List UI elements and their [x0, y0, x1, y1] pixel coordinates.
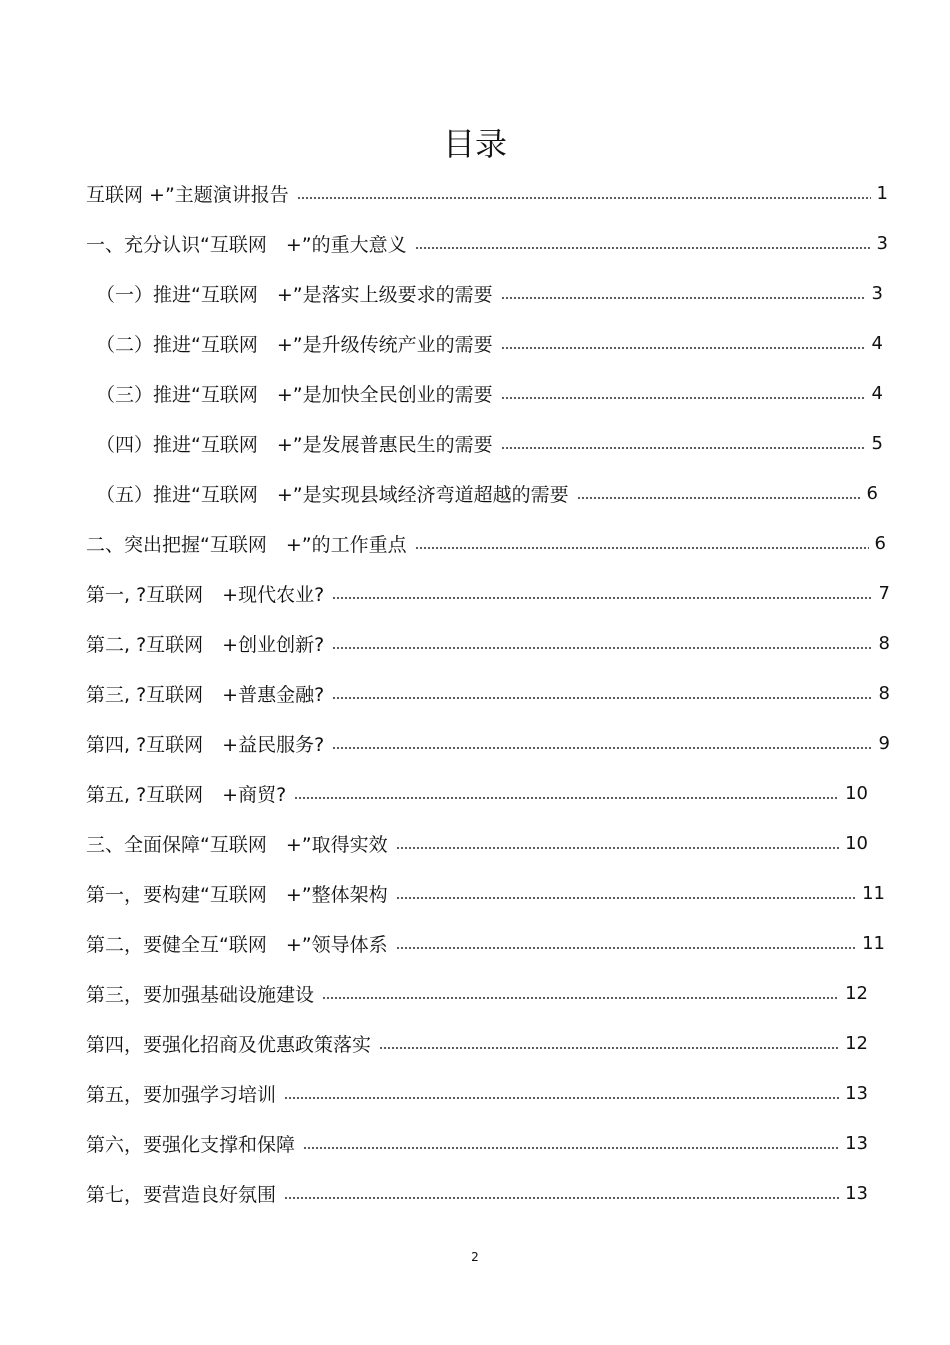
toc-entry[interactable] — [96, 268, 883, 318]
toc-entry[interactable] — [86, 618, 890, 668]
toc-dot-leader — [284, 1197, 839, 1199]
toc-dot-leader — [332, 647, 872, 649]
toc-entry-label: 第七，要营造良好氛围 — [86, 1183, 277, 1206]
toc-dot-leader — [396, 847, 839, 849]
toc-dot-leader — [294, 797, 839, 799]
toc-entry-page: 11 — [862, 882, 885, 904]
toc-entry-page: 11 — [862, 932, 885, 954]
toc-entry-label: 第一，要构建“互联网 +”整体架构 — [86, 883, 388, 906]
toc-entry[interactable] — [96, 318, 883, 368]
toc-entry-label: 第三，要加强基础设施建设 — [86, 983, 315, 1006]
toc-entry-label: 互联网 +”主题演讲报告 — [86, 183, 289, 206]
toc-entry-page: 12 — [845, 982, 868, 1004]
page-title: 目录 — [442, 125, 507, 163]
toc-dot-leader — [332, 747, 872, 749]
toc-dot-leader — [501, 397, 866, 399]
toc-entry-page: 8 — [878, 632, 890, 654]
toc-entry-page: 8 — [878, 682, 890, 704]
toc-entry-page: 4 — [871, 332, 883, 354]
toc-entry[interactable] — [96, 418, 883, 468]
toc-entry-label: （五）推进“互联网 +”是实现县域经济弯道超越的需要 — [96, 483, 569, 506]
toc-dot-leader — [396, 947, 856, 949]
toc-entry-page: 3 — [871, 282, 883, 304]
toc-entry[interactable] — [86, 868, 885, 918]
toc-entry-page: 13 — [845, 1082, 868, 1104]
toc-entry-label: 一、充分认识“互联网 +”的重大意义 — [86, 233, 407, 256]
toc-entry-label: 第五, ?互联网 +商贸? — [86, 783, 287, 806]
toc-entry-label: 二、突出把握“互联网 +”的工作重点 — [86, 533, 407, 556]
toc-entry-page: 1 — [876, 182, 888, 204]
toc-entry-label: 第六，要强化支撑和保障 — [86, 1133, 296, 1156]
toc-entry-page: 9 — [878, 732, 890, 754]
toc-entry[interactable] — [86, 568, 890, 618]
toc-entry-page: 4 — [871, 382, 883, 404]
toc-dot-leader — [415, 247, 871, 249]
toc-dot-leader — [501, 447, 866, 449]
toc-entry-page: 10 — [845, 782, 868, 804]
toc-entry[interactable] — [86, 518, 886, 568]
toc-entry[interactable] — [86, 1018, 868, 1068]
toc-entry-page: 6 — [866, 482, 878, 504]
toc-entry-label: 三、全面保障“互联网 +”取得实效 — [86, 833, 388, 856]
toc-entry-page: 5 — [871, 432, 883, 454]
toc-entry-page: 3 — [876, 232, 888, 254]
table-of-contents — [0, 168, 950, 1218]
toc-entry[interactable] — [86, 168, 888, 218]
toc-entry-label: 第四, ?互联网 +益民服务? — [86, 733, 325, 756]
toc-entry-page: 13 — [845, 1132, 868, 1154]
toc-dot-leader — [501, 347, 866, 349]
toc-entry-page: 12 — [845, 1032, 868, 1054]
toc-dot-leader — [322, 997, 839, 999]
toc-dot-leader — [577, 497, 861, 499]
toc-entry-label: （四）推进“互联网 +”是发展普惠民生的需要 — [96, 433, 493, 456]
toc-entry-label: 第二，要健全互“联网 +”领导体系 — [86, 933, 388, 956]
toc-entry-label: （二）推进“互联网 +”是升级传统产业的需要 — [96, 333, 493, 356]
toc-dot-leader — [303, 1147, 839, 1149]
toc-dot-leader — [332, 597, 872, 599]
toc-entry[interactable] — [86, 818, 868, 868]
toc-entry-label: 第四，要强化招商及优惠政策落实 — [86, 1033, 372, 1056]
toc-entry[interactable] — [86, 768, 868, 818]
toc-entry[interactable] — [96, 468, 878, 518]
toc-dot-leader — [284, 1097, 839, 1099]
toc-entry[interactable] — [86, 968, 868, 1018]
toc-entry[interactable] — [86, 718, 890, 768]
toc-entry-label: 第五，要加强学习培训 — [86, 1083, 277, 1106]
toc-entry[interactable] — [86, 918, 885, 968]
toc-entry-page: 10 — [845, 832, 868, 854]
toc-entry-page: 13 — [845, 1182, 868, 1204]
toc-entry[interactable] — [86, 1168, 868, 1218]
toc-entry-label: 第一, ?互联网 +现代农业? — [86, 583, 325, 606]
toc-entry-label: （三）推进“互联网 +”是加快全民创业的需要 — [96, 383, 493, 406]
toc-entry-page: 7 — [878, 582, 890, 604]
toc-dot-leader — [379, 1047, 839, 1049]
toc-entry[interactable] — [86, 1118, 868, 1168]
toc-entry[interactable] — [86, 1068, 868, 1118]
toc-dot-leader — [332, 697, 872, 699]
toc-entry[interactable] — [86, 668, 890, 718]
toc-dot-leader — [415, 547, 869, 549]
toc-dot-leader — [297, 197, 871, 199]
toc-entry-page: 6 — [874, 532, 886, 554]
toc-dot-leader — [501, 297, 866, 299]
toc-entry-label: （一）推进“互联网 +”是落实上级要求的需要 — [96, 283, 493, 306]
page-number: 2 — [471, 1250, 479, 1264]
toc-dot-leader — [396, 897, 856, 899]
toc-entry[interactable] — [96, 368, 883, 418]
toc-entry[interactable] — [86, 218, 888, 268]
toc-entry-label: 第三, ?互联网 +普惠金融? — [86, 683, 325, 706]
toc-entry-label: 第二, ?互联网 +创业创新? — [86, 633, 325, 656]
